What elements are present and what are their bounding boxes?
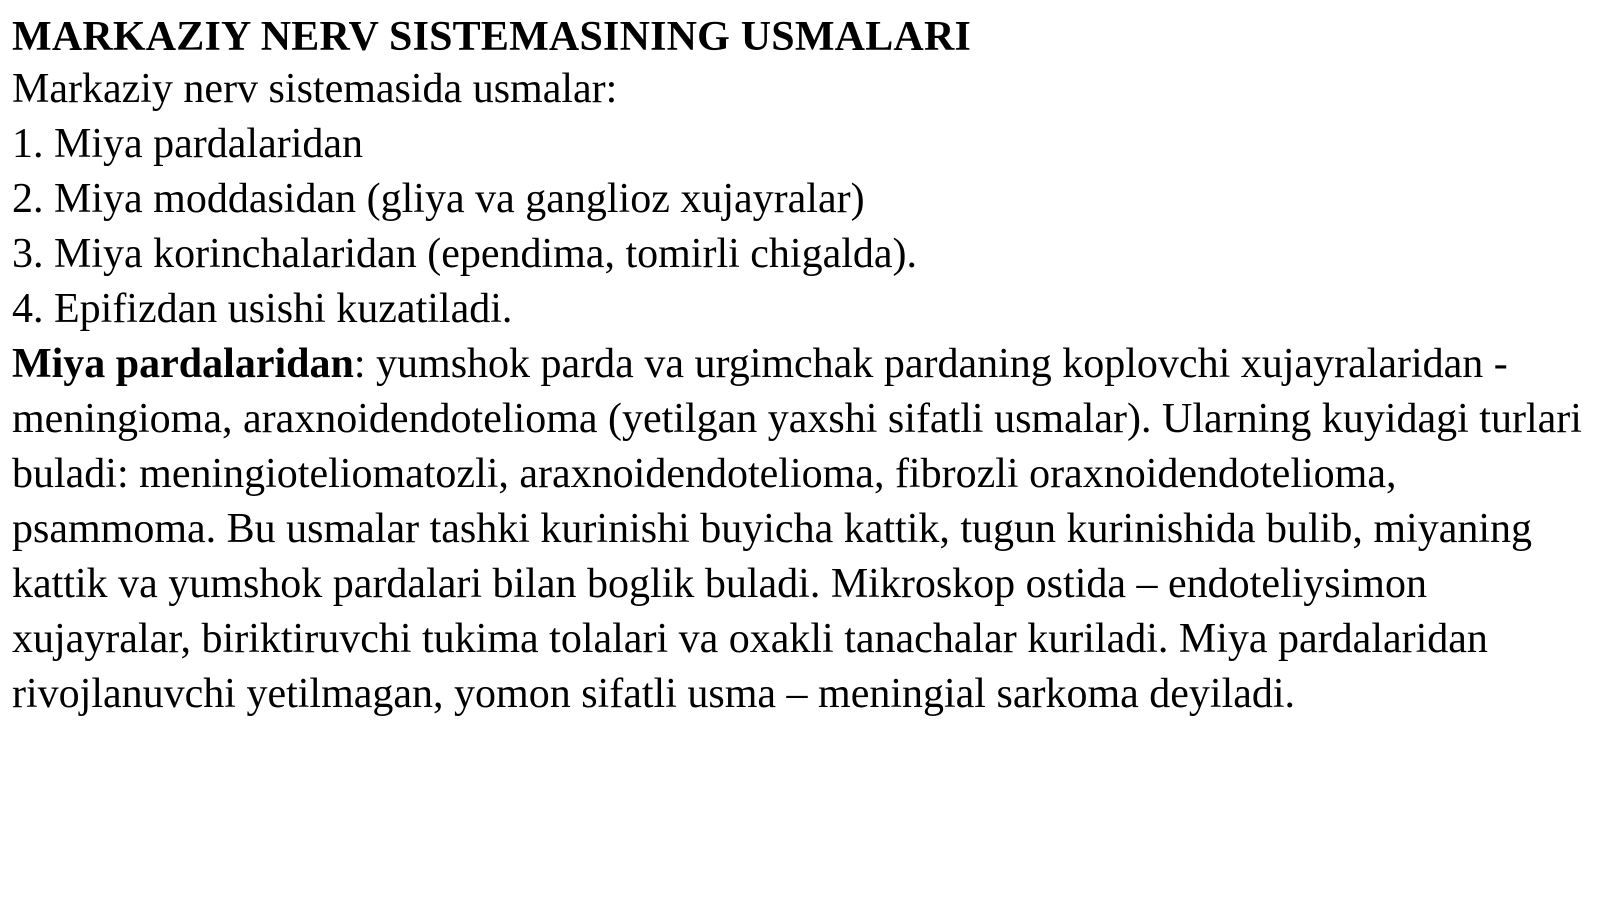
slide-title: MARKAZIY NERV SISTEMASINING USMALARI: [12, 14, 972, 60]
list-item: 1. Miya pardalaridan: [12, 121, 364, 167]
description-paragraph: [12, 337, 1587, 722]
list-item: 3. Miya korinchalaridan (ependima, tomirli chigalda).: [12, 231, 918, 277]
paragraph-body: : yumshok parda va urgimchak pardaning koplovchi xujayralaridan - meningioma, araxnoidendotelioma (yetilgan yaxshi sifatli usmalar). Ularning kuyidagi turlari buladi: meningioteliomatozli, araxnoidendotelioma, fibrozli oraxnoidendotelioma, psammoma. Bu usmalar tashki kurinishi buyicha kattik, tugun kurinishida bulib, miyaning kattik va yumshok pardalari bilan boglik buladi. Mikroskop ostida – endoteliysimon xujayralar, biriktiruvchi tukima tolalari va oxakli tanachalar kuriladi. Miya pardalaridan rivojlanuvchi yetilmagan, yomon sifatli usma – meningial sarkoma deyiladi.: [12, 341, 1582, 717]
slide-content: [12, 12, 1592, 722]
list-item: 2. Miya moddasidan (gliya va ganglioz xujayralar): [12, 176, 865, 222]
paragraph-lead: Miya pardalaridan: [12, 341, 354, 387]
list-item: 4. Epifizdan usishi kuzatiladi.: [12, 286, 513, 332]
intro-line: Markaziy nerv sistemasida usmalar:: [12, 66, 618, 112]
